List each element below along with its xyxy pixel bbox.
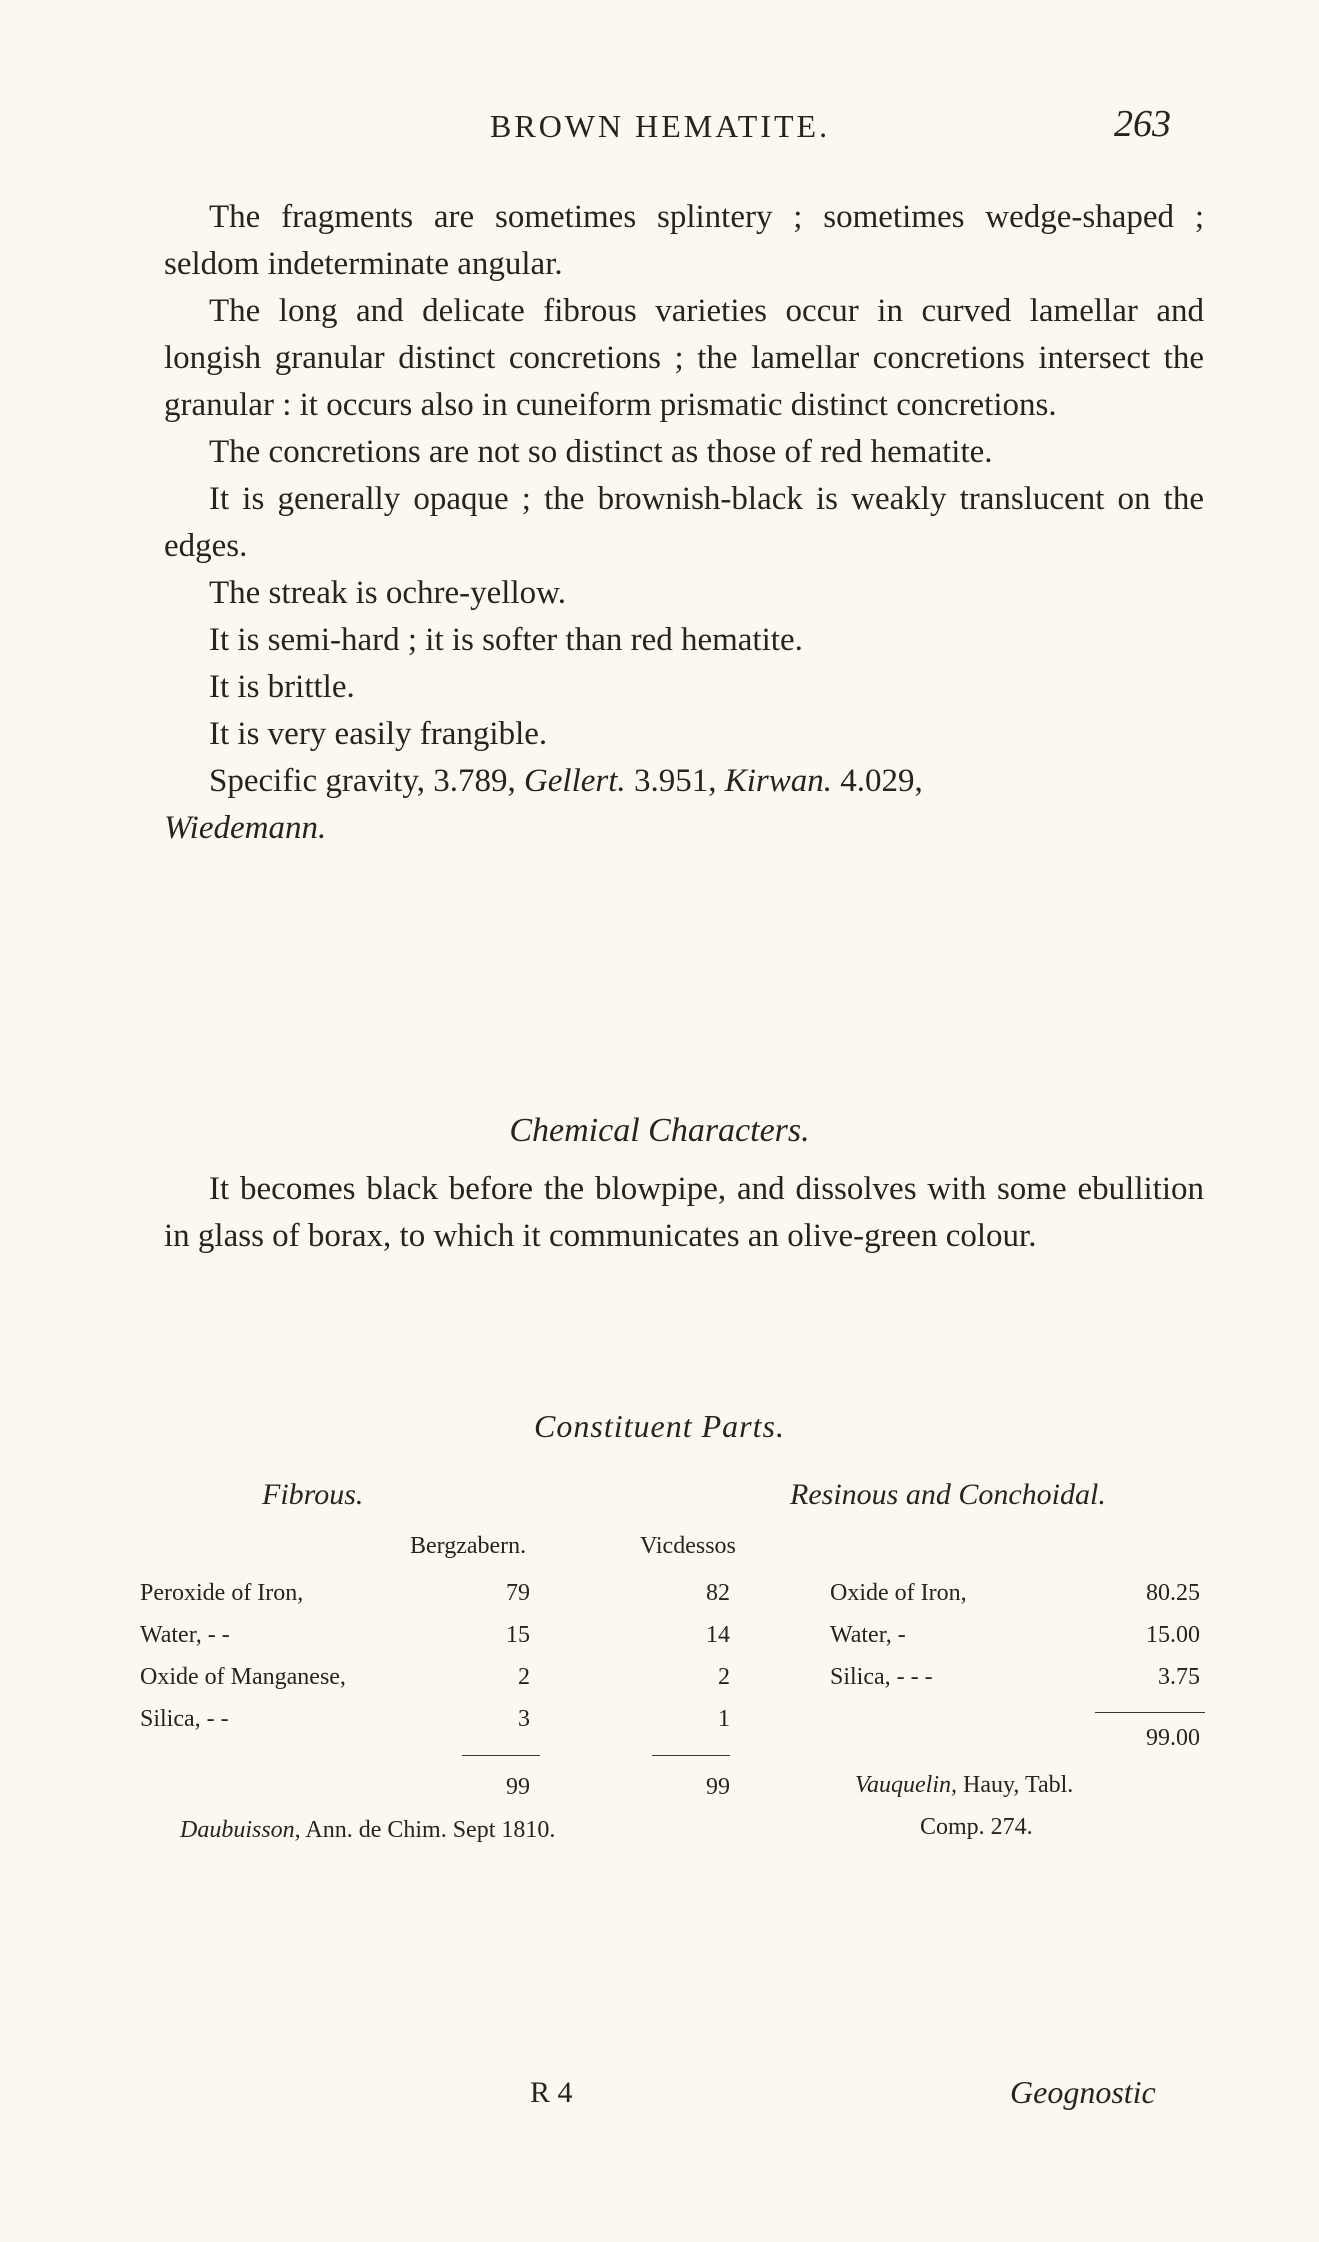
paragraph: The long and delicate fibrous varieties occur in curved lamellar and longish granular distinct concretions ; the lamellar concretions intersect the granular : it occurs also in cuneiform prismatic distinct concretions. [164, 293, 1204, 423]
paragraph: The concretions are not so distinct as those of red hematite. [209, 434, 993, 470]
resinous-row-value: 80.25 [1146, 1580, 1200, 1606]
page-number: 263 [1114, 103, 1171, 145]
resinous-row-label: Water, - [830, 1622, 906, 1648]
paragraph: The fragments are sometimes splintery ; sometimes wedge-shaped ; seldom indeterminate angular. [164, 199, 1204, 282]
sum-rule [652, 1755, 730, 1756]
sg-text: 3.951, [625, 763, 725, 799]
resinous-row-value: 3.75 [1158, 1664, 1200, 1690]
col-header-bergzabern: Bergzabern. [410, 1533, 527, 1559]
running-head [0, 103, 1319, 158]
sg-text: 4.029, [831, 763, 923, 799]
fibrous-row-value-vicdessos: 82 [706, 1580, 730, 1606]
paragraph: It is semi-hard ; it is softer than red hematite. [209, 622, 803, 658]
fibrous-row-value-bergzabern: 3 [518, 1706, 530, 1732]
sum-rule [1095, 1712, 1205, 1713]
fibrous-row-label: Oxide of Manganese, [140, 1664, 346, 1690]
fibrous-total-vicdessos: 99 [706, 1774, 730, 1800]
resinous-row-value: 15.00 [1146, 1622, 1200, 1648]
sg-text: Specific gravity, 3.789, [209, 763, 524, 799]
paragraph: The streak is ochre-yellow. [209, 575, 567, 611]
resinous-source-line2: Comp. 274. [920, 1814, 1033, 1840]
resinous-total: 99.00 [1146, 1725, 1200, 1751]
paragraph: It is brittle. [209, 669, 355, 705]
constituent-parts-heading: Constituent Parts. [534, 1408, 785, 1444]
resinous-row-label: Silica, - - - [830, 1664, 933, 1690]
fibrous-row-value-bergzabern: 79 [506, 1580, 530, 1606]
sg-author-wiedemann: Wiedemann. [164, 810, 327, 846]
source-author: Daubuisson, [180, 1817, 301, 1843]
paragraph: It is generally opaque ; the brownish-black is weakly translucent on the edges. [164, 481, 1204, 564]
source-citation: Hauy, Tabl. [957, 1772, 1074, 1798]
resinous-source [855, 1772, 1073, 1799]
source-author: Vauquelin, [855, 1772, 957, 1798]
fibrous-source [180, 1817, 555, 1844]
source-citation: Ann. de Chim. Sept 1810. [300, 1817, 556, 1843]
fibrous-row-value-vicdessos: 1 [718, 1706, 730, 1732]
paragraph: It is very easily frangible. [209, 716, 548, 752]
chemical-characters-text [164, 1166, 1204, 1260]
catchword: Geognostic [1010, 2074, 1156, 2110]
fibrous-row-value-bergzabern: 15 [506, 1622, 530, 1648]
running-title: BROWN HEMATITE. [490, 108, 831, 144]
fibrous-total-bergzabern: 99 [506, 1774, 530, 1800]
specific-gravity-paragraph [164, 758, 1204, 852]
fibrous-row-label: Silica, - - [140, 1706, 229, 1732]
fibrous-row-label: Peroxide of Iron, [140, 1580, 304, 1606]
sg-author-gellert: Gellert. [523, 763, 626, 799]
resinous-heading: Resinous and Conchoidal. [790, 1478, 1106, 1511]
chemical-characters-heading: Chemical Characters. [509, 1112, 810, 1149]
resinous-row-label: Oxide of Iron, [830, 1580, 967, 1606]
fibrous-heading: Fibrous. [262, 1478, 364, 1511]
paragraph: It becomes black before the blowpipe, and dissolves with some ebullition in glass of borax, to which it communicates an olive-green colour. [164, 1171, 1204, 1254]
fibrous-row-label: Water, - - [140, 1622, 230, 1648]
col-header-vicdessos: Vicdessos [640, 1533, 736, 1559]
signature-mark: R 4 [530, 2076, 573, 2109]
sum-rule [462, 1755, 540, 1756]
fibrous-row-value-vicdessos: 2 [718, 1664, 730, 1690]
sg-author-kirwan: Kirwan. [724, 763, 832, 799]
fibrous-row-value-bergzabern: 2 [518, 1664, 530, 1690]
fibrous-row-value-vicdessos: 14 [706, 1622, 730, 1648]
physical-description [164, 194, 1204, 852]
